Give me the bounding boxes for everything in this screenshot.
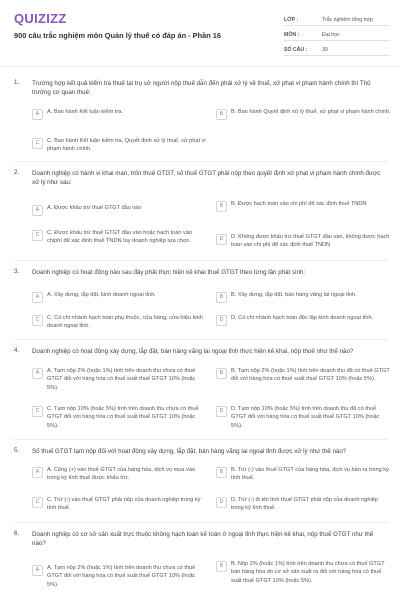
option-b[interactable] [216,200,392,212]
meta-key: SỐ CÂU : [284,47,308,53]
option-a[interactable] [32,204,208,216]
question-divider [14,260,388,261]
document-title: 900 câu trắc nghiệm môn Quản lý thuế có đáp án - Phần 16 [14,31,221,40]
question-number: 5. [14,447,20,454]
option-b[interactable] [216,108,392,120]
header-divider [0,66,400,67]
option-text: B. Tạm nộp 2% (hoặc 1%) tính trên doanh thu đã có thuế GTGT đối với hàng hóa có thuế suất thuế GTGT 10% (hoặc 5%). [231,368,390,383]
meta-value: Trắc nghiệm tổng hợp [322,17,373,23]
option-letter-badge: B [216,467,227,478]
option-letter-badge: D [216,406,227,417]
option-b[interactable] [216,291,392,303]
option-letter-badge: A [32,109,43,120]
question-text: Doanh nghiệp có cơ sở sản xuất trực thuộc không hạch toán kế toán ở ngoại tỉnh thực hiện kê khai, nộp thuế GTGT như thế nào? [32,531,374,547]
option-letter-badge: B [216,201,227,212]
option-d[interactable] [216,233,392,250]
option-letter-badge: B [216,368,227,379]
meta-key: MÔN : [284,32,300,38]
option-a[interactable] [32,291,208,303]
option-text: A. Ban hành Kết luận kiểm tra. [47,109,123,115]
question-number: 2. [14,169,20,176]
option-text: B. Được hạch toán vào chi phí để xác định thuế TNDN [231,201,367,207]
option-text: A. Tạm nộp 2% (hoặc 1%) tính trên doanh thu chưa có thuế GTGT đối với hàng hóa có thuế suất thuế GTGT 10% (hoặc 5%). [47,368,196,391]
option-text: D. Không được khấu trừ thuế GTGT đầu vào, không được hạch toán vào chi phí để xác định thuế TNDN [231,234,390,249]
option-text: C. Tạm nộp 10% (hoặc 5%) tính trên doanh thu chưa có thuế GTGT đối với hàng hóa có thuế suất thuế GTGT 10% (hoặc 5%). [47,406,199,429]
meta-value: Đại học [322,32,340,38]
option-c[interactable] [32,405,208,430]
question-text: Doanh nghiệp có hoạt động xây dựng, lắp đặt, bán hàng vãng lai ngoại tỉnh thực hiện kê khai, nộp thuế như thế nào? [32,348,354,355]
question-number: 6. [14,530,20,537]
document-meta [284,11,390,56]
option-c[interactable] [32,314,208,331]
option-text: C. Được khấu trừ thuế GTGT đầu vào hoặc hạch toán vào chiphí để xác định thuế TNDN tùy doanh nghiệp lựa chọn. [47,230,193,245]
option-text: A. Cộng (+) vào thuế GTGT của hàng hóa, dịch vụ mua vào trong kỳ tính thuế được khấu trừ. [47,467,196,482]
option-text: D. Tạm nộp 10% (hoặc 5%) tính trên doanh thu đã có thuế GTGT đối với hàng hóa có thuế suất thuế GTGT 10% (hoặc 5%). [231,406,380,429]
option-c[interactable] [32,229,208,246]
question-text: Doanh nghiệp có hoạt động nào sau đây phải thực hiện kê khai thuế GTGT theo từng lần phát sinh: [32,269,306,276]
option-c[interactable] [32,496,208,513]
question-number: 4. [14,347,20,354]
option-letter-badge: D [216,315,227,326]
option-d[interactable] [216,496,392,513]
question-divider [14,522,388,523]
meta-row-question-count [284,41,390,56]
question-divider [14,339,388,340]
option-text: A. Được khấu trừ thuế GTGT đầu vào [47,205,142,211]
option-text: C. Có chi nhánh hạch toán phụ thuộc, cửa hàng, cửa hiệu kinh doanh ngoại tỉnh. [47,315,203,330]
question-number: 1. [14,79,20,86]
option-letter-badge: C [32,315,43,326]
option-letter-badge: B [216,292,227,303]
option-text: B. Xây dựng, lắp đặt, bán hàng vãng lai ngoại tỉnh. [231,292,357,298]
option-letter-badge: A [32,205,43,216]
option-letter-badge: A [32,368,43,379]
option-text: D. Có chi nhánh hạch toán độc lập kinh doanh ngoại tỉnh. [231,315,374,321]
option-a[interactable] [32,367,208,392]
option-letter-badge: C [32,497,43,508]
option-text: A. Tạm nộp 2% (hoặc 1%) tính trên doanh thu chưa có thuế GTGT đối với hàng hóa có thuế suất thuế GTGT 10% (hoặc 5%). [47,565,196,588]
option-letter-badge: C [32,230,43,241]
option-d[interactable] [216,314,392,326]
option-b[interactable] [216,367,392,384]
option-b[interactable] [216,466,392,483]
option-c[interactable] [32,137,208,154]
question-divider [14,161,388,162]
quizizz-logo: QUIZIZZ [14,11,67,26]
option-letter-badge: B [216,561,227,572]
option-letter-badge: C [32,406,43,417]
meta-row-class [284,11,390,26]
option-text: D. Trừ (-) đi khi tính thuế GTGT phải nộp của doanh nghiệp trong kỳ tính thuế. [231,497,378,512]
meta-key: LỚP : [284,17,299,23]
option-letter-badge: A [32,565,43,576]
option-text: B. Ban hành Quyết định xử lý thuế, xử phạt vi phạm hành chính. [231,109,391,115]
meta-row-subject [284,26,390,41]
option-text: C. Ban hành Kết luận kiểm tra, Quyết định xử lý thuế, xử phạt vi phạm hành chính. [47,138,206,153]
option-letter-badge: C [32,138,43,149]
question-divider [14,439,388,440]
document-header [0,0,400,66]
question-text: Trường hợp kết quả kiểm tra thuế tại trụ sở người nộp thuế dẫn đến phải xử lý về thuế, xử phạt vi phạm hành chính thì Thủ trưởng cơ quan thuế: [32,80,371,96]
option-a[interactable] [32,466,208,483]
option-letter-badge: A [32,467,43,478]
option-letter-badge: A [32,292,43,303]
option-b[interactable] [216,560,392,585]
option-text: B. Nộp 2% (hoặc 1%) tính trên doanh thu chưa có thuế GTGT bán hàng hóa do cơ sở sản xuất ra đối với hàng hóa có thuế suất thuế GTGT 10% (hoặc 5%). [231,561,385,584]
question-text: Doanh nghiệp có hành vi khai man, trốn thuế GTGT, số thuế GTGT phải nộp theo quyết định xử phạt vi phạm hành chính được xử lý như sau: [32,170,381,186]
question-text: Số thuế GTGT tạm nộp đối với hoạt động xây dựng, lắp đặt, bán hàng vãng lai ngoại tỉnh được xử lý như thế nào? [32,448,347,455]
option-a[interactable] [32,564,208,589]
option-text: B. Trừ (-) vào thuế GTGT của hàng hóa, dịch vụ bán ra trong kỳ tính thuế. [231,467,389,482]
option-text: A. Xây dựng, lắp đặt, kinh doanh ngoại tỉnh. [47,292,156,298]
option-d[interactable] [216,405,392,430]
meta-value: 30 [322,47,328,53]
option-text: C. Trừ (-) vào thuế GTGT phải nộp của doanh nghiệp trong kỳ tính thuế. [47,497,201,512]
question-number: 3. [14,268,20,275]
option-letter-badge: D [216,497,227,508]
option-letter-badge: D [216,234,227,245]
option-letter-badge: B [216,109,227,120]
option-a[interactable] [32,108,208,120]
